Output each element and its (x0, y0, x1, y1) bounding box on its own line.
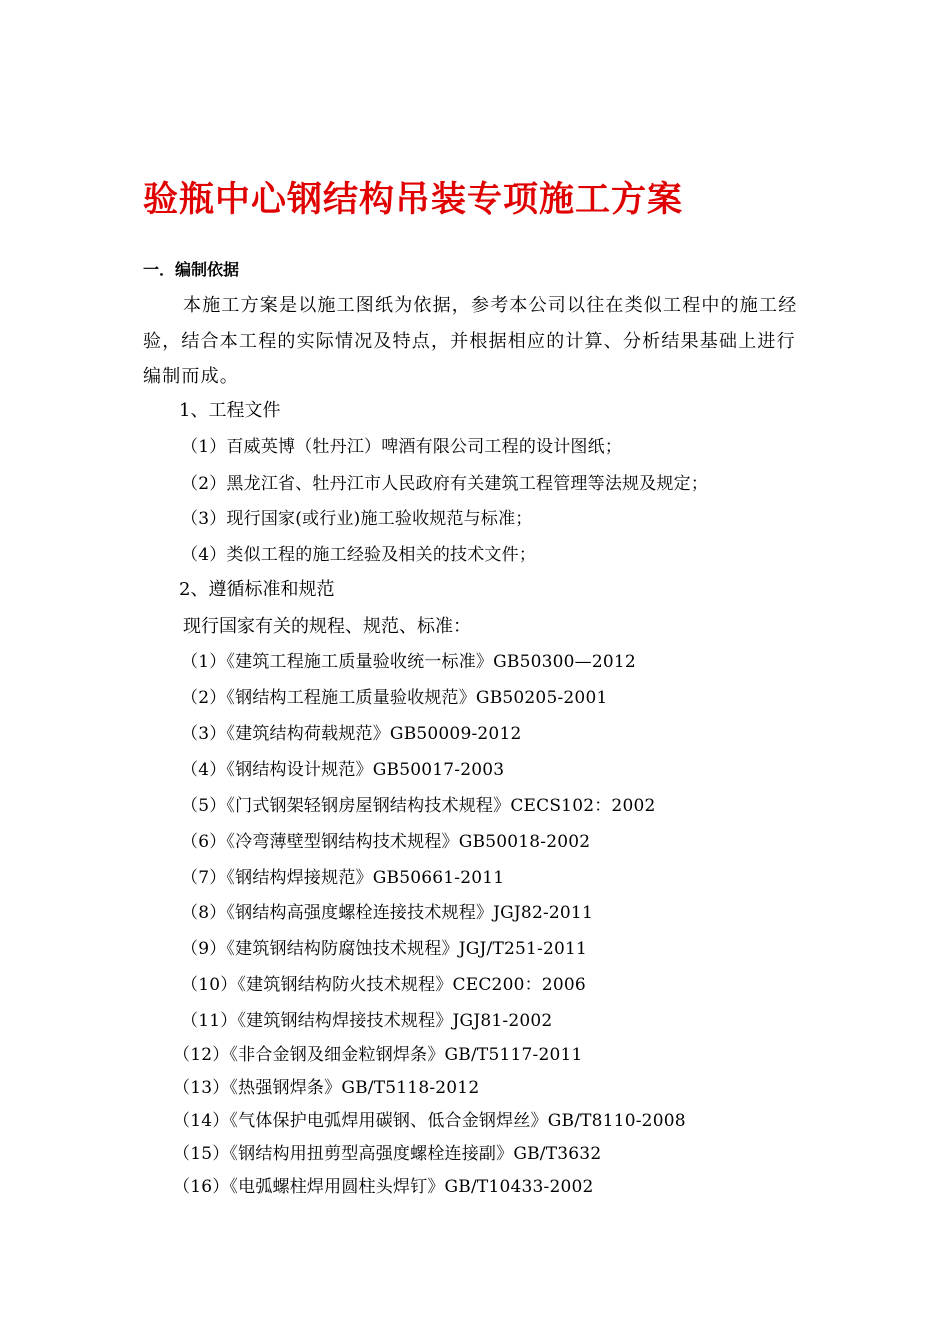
standard-item: （4）《钢结构设计规范》GB50017-2003 (181, 760, 505, 780)
standards-lead-text: 现行国家有关的规程、规范、标准： (183, 616, 471, 637)
standard-item: （11）《建筑钢结构焊接技术规程》JGJ81-2002 (181, 1011, 553, 1031)
subsection-title-standards: 2、遵循标准和规范 (179, 579, 335, 600)
section-heading-basis: 一．编制依据 (143, 260, 240, 279)
standard-item: （15）《钢结构用扭剪型高强度螺栓连接副》GB/T3632 (173, 1144, 602, 1164)
standard-item: （10）《建筑钢结构防火技术规程》CEC200：2006 (181, 975, 586, 995)
intro-paragraph: 本施工方案是以施工图纸为依据，参考本公司以往在类似工程中的施工经验，结合本工程的实际情况及特点，并根据相应的计算、分析结果基础上进行编制而成。 (143, 295, 798, 387)
standard-item: （12）《非合金钢及细金粒钢焊条》GB/T5117-2011 (173, 1045, 583, 1065)
document-item: （1）百威英博（牡丹江）啤酒有限公司工程的设计图纸； (181, 437, 623, 457)
subsection-title-engineering-documents: 1、工程文件 (179, 400, 281, 421)
standard-item: （2）《钢结构工程施工质量验收规范》GB50205-2001 (181, 688, 608, 708)
document-item: （2）黑龙江省、牡丹江市人民政府有关建筑工程管理等法规及规定； (181, 474, 709, 494)
document-item: （4）类似工程的施工经验及相关的技术文件； (181, 545, 537, 565)
standard-item: （3）《建筑结构荷载规范》GB50009-2012 (181, 724, 522, 744)
standard-item: （7）《钢结构焊接规范》GB50661-2011 (181, 868, 505, 888)
standard-item: （13）《热强钢焊条》GB/T5118-2012 (173, 1078, 480, 1098)
standard-item: （8）《钢结构高强度螺栓连接技术规程》JGJ82-2011 (181, 903, 593, 923)
standard-item: （6）《冷弯薄壁型钢结构技术规程》GB50018-2002 (181, 832, 591, 852)
standard-item: （5）《门式钢架轻钢房屋钢结构技术规程》CECS102：2002 (181, 796, 656, 816)
standard-item: （1）《建筑工程施工质量验收统一标准》GB50300—2012 (181, 652, 636, 672)
standard-item: （16）《电弧螺柱焊用圆柱头焊钉》GB/T10433-2002 (173, 1177, 594, 1197)
standard-item: （14）《气体保护电弧焊用碳钢、低合金钢焊丝》GB/T8110-2008 (173, 1111, 686, 1131)
document-item: （3）现行国家(或行业)施工验收规范与标准； (181, 509, 533, 529)
document-title: 验瓶中心钢结构吊装专项施工方案 (143, 180, 684, 220)
standard-item: （9）《建筑钢结构防腐蚀技术规程》JGJ/T251-2011 (181, 939, 588, 959)
